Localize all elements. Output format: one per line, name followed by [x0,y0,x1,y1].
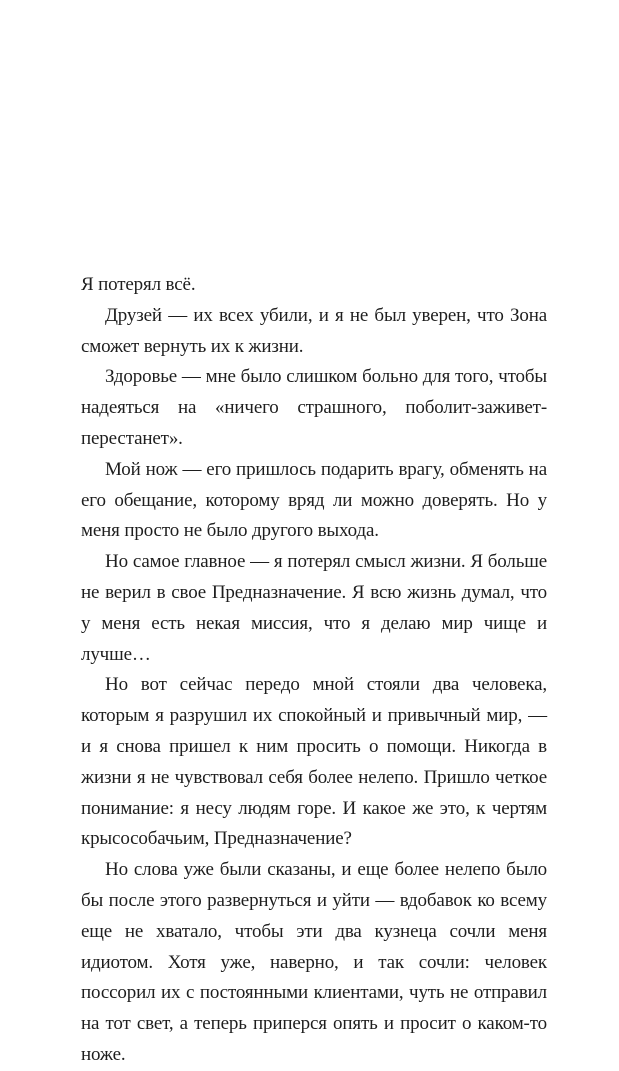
paragraph: Я потерял всё. [81,274,196,295]
body-text [81,270,547,1071]
paragraph: Но слова уже были сказаны, и еще более нелепо было бы после этого развернуться и уйти — вдобавок ко всему еще не хватало, чтобы эти два кузнеца сочли меня идиотом. Хотя уже, наверно, и так сочли: человек поссорил их с постоянными клиентами, чуть не отправил на тот свет, а теперь приперся опять и просит о каком-то ноже. [81,859,547,1065]
paragraph: Друзей — их всех убили, и я не был уверен, что Зона сможет вернуть их к жизни. [81,304,547,357]
paragraph: Здоровье — мне было слишком больно для того, чтобы надеяться на «ничего страшного, поболит-заживет-перестанет». [81,366,547,449]
paragraph: Мой нож — его пришлось подарить врагу, обменять на его обещание, которому вряд ли можно доверять. Но у меня просто не было другого выхода. [81,458,547,542]
paragraph: Но вот сейчас передо мной стояли два человека, которым я разрушил их спокойный и привычный мир, — и я снова пришел к ним просить о помощи. Никогда в жизни я не чувствовал себя более нелепо. Пришло четкое понимание: я несу людям горе. И какое же это, к чертям крысособачьим, Предназначение? [81,674,547,850]
paragraph: Но самое главное — я потерял смысл жизни. Я больше не верил в свое Предназначение. Я всю жизнь думал, что у меня есть некая миссия, что я делаю мир чище и лучше… [81,551,547,665]
